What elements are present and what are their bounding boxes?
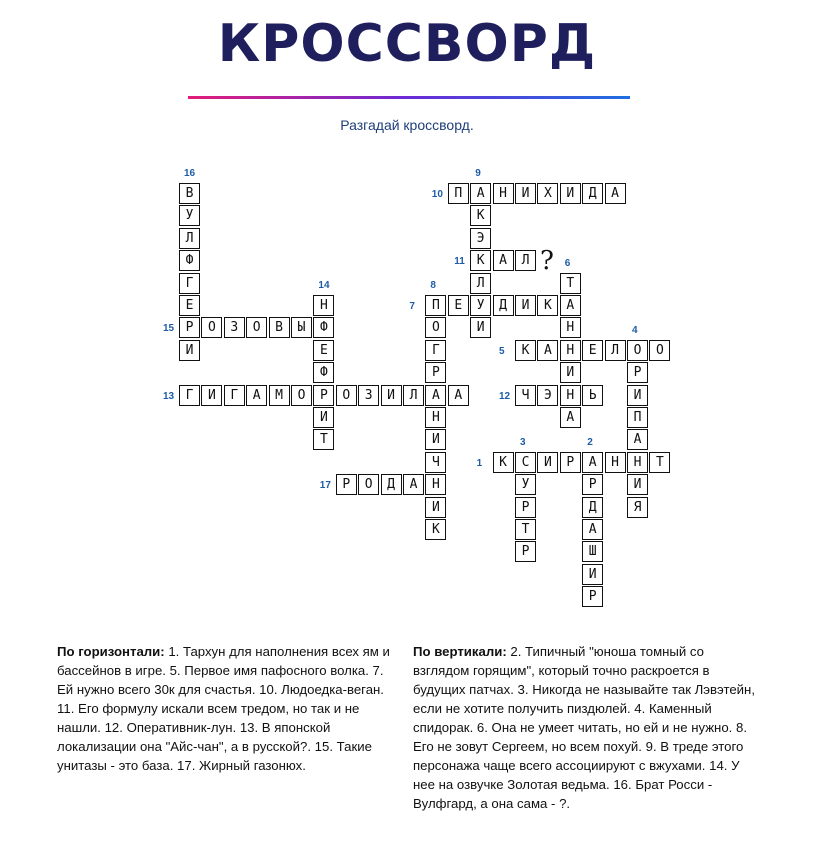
clue-number-4: 4 (632, 324, 638, 336)
grid-cell[interactable]: Р (582, 586, 603, 607)
grid-cell[interactable]: Л (403, 385, 424, 406)
grid-cell[interactable]: Н (313, 295, 334, 316)
grid-cell[interactable]: Э (537, 385, 558, 406)
grid-cell[interactable]: Т (649, 452, 670, 473)
grid-cell[interactable]: П (425, 295, 446, 316)
grid-cell[interactable]: А (403, 474, 424, 495)
grid-cell[interactable]: И (627, 385, 648, 406)
grid-cell[interactable]: Х (537, 183, 558, 204)
grid-cell[interactable]: А (582, 519, 603, 540)
grid-cell[interactable]: Р (515, 541, 536, 562)
grid-cell[interactable]: Ш (582, 541, 603, 562)
grid-cell[interactable]: А (425, 385, 446, 406)
grid-cell[interactable]: Ф (179, 250, 200, 271)
grid-cell[interactable]: Н (493, 183, 514, 204)
grid-cell[interactable]: Н (560, 385, 581, 406)
grid-cell[interactable]: И (381, 385, 402, 406)
clue-number-17: 17 (319, 480, 331, 492)
grid-cell[interactable]: Р (179, 317, 200, 338)
grid-cell[interactable]: Ь (582, 385, 603, 406)
grid-cell[interactable]: И (470, 317, 491, 338)
grid-cell[interactable]: В (269, 317, 290, 338)
grid-cell[interactable]: О (291, 385, 312, 406)
clue-number-5: 5 (499, 345, 505, 357)
grid-cell[interactable]: Г (179, 273, 200, 294)
grid-cell[interactable]: Н (425, 474, 446, 495)
grid-cell[interactable]: Т (515, 519, 536, 540)
grid-cell[interactable]: И (560, 362, 581, 383)
grid-cell[interactable]: Ч (425, 452, 446, 473)
grid-cell[interactable]: И (515, 295, 536, 316)
grid-cell[interactable]: Г (179, 385, 200, 406)
grid-cell[interactable]: З (224, 317, 245, 338)
grid-cell[interactable]: О (201, 317, 222, 338)
grid-cell[interactable]: К (537, 295, 558, 316)
grid-cell[interactable]: Н (605, 452, 626, 473)
grid-cell[interactable]: Е (179, 295, 200, 316)
grid-cell[interactable]: И (537, 452, 558, 473)
clue-number-8: 8 (430, 280, 436, 291)
grid-cell[interactable]: О (627, 340, 648, 361)
clues-across-heading: По горизонтали: (57, 644, 165, 659)
grid-cell[interactable]: В (179, 183, 200, 204)
grid-cell[interactable]: У (515, 474, 536, 495)
grid-cell[interactable]: У (470, 295, 491, 316)
grid-cell[interactable]: С (515, 452, 536, 473)
clues-down-text: 2. Типичный "юноша томный со взглядом горящим", который точно раскроется в будущих патчах. 3. Никогда не называйте так Лэвэтейн, если не хотите получить пиздюлей. 4. Каменный спидорак. 6. Она не умеет читать, но ей и не нужно. 8. Его не зовут Сергеем, но всем похуй. 9. В треде этого персонажа чаще всего ассоциируют с вжухами. 14. У нее на озвучке Золотая ведьма. 16. Брат Росси - Вулфгард, а она сама - ?. (413, 644, 755, 811)
grid-cell[interactable]: А (448, 385, 469, 406)
clue-number-12: 12 (499, 390, 511, 402)
grid-cell[interactable]: А (560, 407, 581, 428)
grid-cell[interactable]: Ф (313, 362, 334, 383)
grid-cell[interactable]: Д (381, 474, 402, 495)
grid-cell[interactable]: О (425, 317, 446, 338)
clue-number-14: 14 (318, 280, 330, 291)
grid-cell[interactable]: Ф (313, 317, 334, 338)
grid-cell[interactable]: Л (515, 250, 536, 271)
grid-cell[interactable]: Т (560, 273, 581, 294)
question-mark: ? (540, 246, 554, 276)
grid-cell[interactable]: М (269, 385, 290, 406)
clues-down (413, 642, 758, 813)
grid-cell[interactable]: К (470, 205, 491, 226)
grid-cell[interactable]: А (627, 429, 648, 450)
grid-cell[interactable]: Е (448, 295, 469, 316)
grid-cell[interactable]: О (649, 340, 670, 361)
grid-cell[interactable]: Е (582, 340, 603, 361)
grid-cell[interactable]: А (246, 385, 267, 406)
clues-across (57, 642, 392, 775)
grid-cell[interactable]: Н (560, 317, 581, 338)
grid-cell[interactable]: О (246, 317, 267, 338)
grid-cell[interactable]: И (560, 183, 581, 204)
page-title: КРОССВОРД (217, 14, 597, 74)
grid-cell[interactable]: Р (627, 362, 648, 383)
grid-cell[interactable]: Д (582, 183, 603, 204)
grid-cell[interactable]: Р (560, 452, 581, 473)
grid-cell[interactable]: И (313, 407, 334, 428)
grid-cell[interactable]: Т (313, 429, 334, 450)
clue-number-15: 15 (163, 323, 175, 335)
grid-cell[interactable]: Л (605, 340, 626, 361)
grid-cell[interactable]: Р (515, 497, 536, 518)
grid-cell[interactable]: Л (179, 228, 200, 249)
grid-cell[interactable]: О (336, 385, 357, 406)
grid-cell[interactable]: Р (425, 362, 446, 383)
grid-cell[interactable]: Н (560, 340, 581, 361)
grid-cell[interactable]: А (605, 183, 626, 204)
grid-cell[interactable]: Г (224, 385, 245, 406)
grid-cell[interactable]: К (515, 340, 536, 361)
grid-cell[interactable]: О (358, 474, 379, 495)
grid-cell[interactable]: Д (582, 497, 603, 518)
clue-number-13: 13 (163, 390, 175, 402)
grid-cell[interactable]: Н (627, 452, 648, 473)
grid-cell[interactable]: Р (336, 474, 357, 495)
grid-cell[interactable]: А (537, 340, 558, 361)
grid-cell[interactable]: Ы (291, 317, 312, 338)
grid-cell[interactable]: И (425, 429, 446, 450)
grid-cell[interactable]: Э (470, 228, 491, 249)
clue-number-16: 16 (184, 168, 196, 179)
grid-cell[interactable]: У (179, 205, 200, 226)
clue-number-11: 11 (454, 256, 465, 268)
grid-cell[interactable]: Я (627, 497, 648, 518)
grid-cell[interactable]: И (201, 385, 222, 406)
grid-cell[interactable]: П (448, 183, 469, 204)
clue-number-6: 6 (564, 257, 571, 269)
grid-cell[interactable]: Р (582, 474, 603, 495)
grid-cell[interactable]: Ч (515, 385, 536, 406)
grid-cell[interactable]: И (627, 474, 648, 495)
grid-cell[interactable]: Л (470, 273, 491, 294)
grid-cell[interactable]: И (425, 497, 446, 518)
grid-cell[interactable]: И (179, 340, 200, 361)
clue-number-1: 1 (476, 457, 483, 469)
grid-cell[interactable]: Р (313, 385, 334, 406)
clues-down-heading: По вертикали: (413, 644, 507, 659)
grid-cell[interactable]: К (493, 452, 514, 473)
clue-number-3: 3 (520, 436, 526, 448)
grid-cell[interactable]: А (493, 250, 514, 271)
clues-across-text: 1. Тархун для наполнения всех ям и бассейнов в игре. 5. Первое имя пафосного волка. 7. Ей нужно всего 30к для счастья. 10. Людоедка-веган. 11. Его формулу искали всем тредом, но так и не нашли. 12. Оперативник-лун. 13. В японской локализации она "Айс-чан", а в русской?. 15. Такие унитазы - это база. 17. Жирный газонюх. (57, 644, 390, 773)
clue-number-2: 2 (587, 436, 593, 448)
grid-cell[interactable]: А (470, 183, 491, 204)
clue-number-9: 9 (475, 168, 481, 179)
grid-cell[interactable]: Н (425, 407, 446, 428)
grid-cell[interactable]: А (560, 295, 581, 316)
grid-cell[interactable]: Е (313, 340, 334, 361)
grid-cell[interactable]: Д (493, 295, 514, 316)
grid-cell[interactable]: К (425, 519, 446, 540)
grid-cell[interactable]: П (627, 407, 648, 428)
grid-cell[interactable]: И (515, 183, 536, 204)
subtitle: Разгадай кроссворд. (340, 117, 474, 133)
grid-cell[interactable]: З (358, 385, 379, 406)
clue-number-10: 10 (431, 189, 443, 200)
grid-cell[interactable]: Г (425, 340, 446, 361)
clue-number-7: 7 (409, 301, 415, 312)
grid-cell[interactable]: К (470, 250, 491, 271)
grid-cell[interactable]: А (582, 452, 603, 473)
grid-cell[interactable]: И (582, 564, 603, 585)
